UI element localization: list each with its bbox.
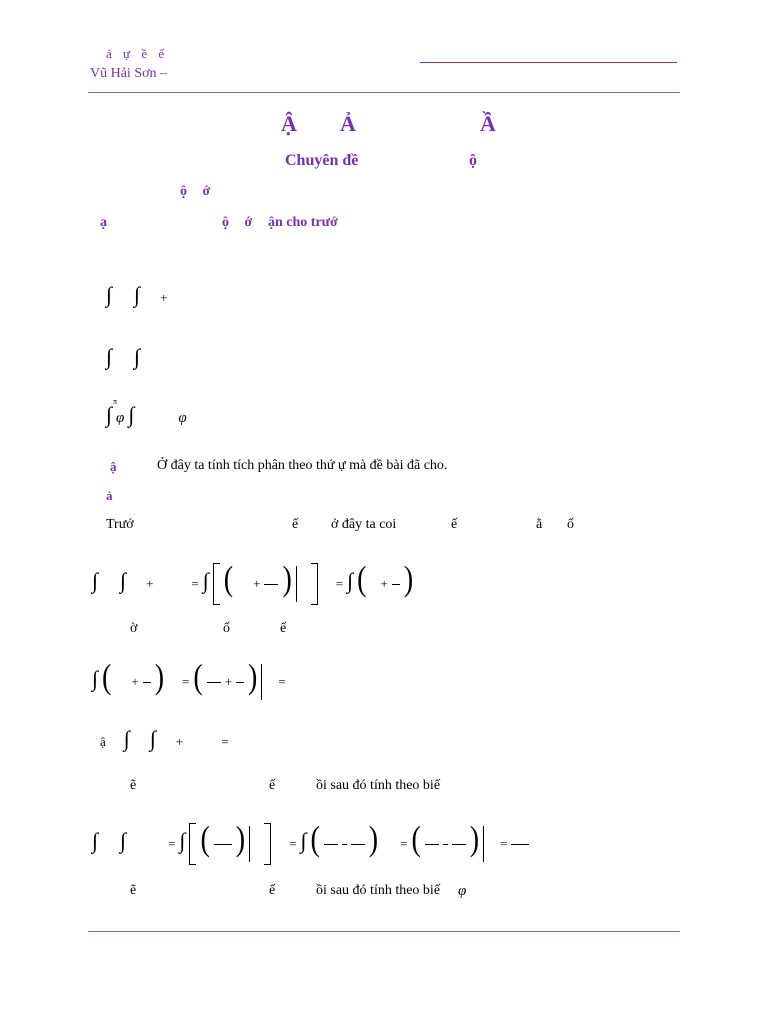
fraction-bar	[452, 844, 466, 845]
integral-symbol: ∫	[149, 726, 156, 751]
right-paren: )	[469, 820, 480, 859]
step1-word5: ằ	[536, 517, 543, 532]
problem-2	[106, 344, 140, 370]
integral-symbol: ∫	[134, 344, 141, 369]
header-line1: ả ự ề ế	[106, 46, 169, 61]
label-a: ả	[106, 488, 113, 503]
plus-sign: +	[160, 290, 168, 305]
equals-sign: =	[168, 836, 176, 851]
left-bracket	[189, 823, 196, 865]
equals-sign: =	[500, 836, 508, 851]
eval-bar	[249, 826, 250, 862]
left-paren: (	[193, 658, 203, 697]
integral-symbol: ∫	[92, 568, 99, 593]
left-paren: (	[102, 658, 112, 697]
fraction-bar	[236, 682, 244, 683]
integral-symbol: ∫	[128, 402, 135, 427]
step2-word3: ế	[280, 621, 287, 636]
step1-word4: ế	[451, 517, 458, 532]
step1-word6: ố	[567, 517, 574, 532]
integral-symbol: ∫	[92, 666, 99, 691]
equation-3	[92, 820, 529, 865]
equals-sign: =	[400, 836, 408, 851]
step3-word2: ế	[269, 778, 276, 793]
integral-symbol: ∫	[202, 568, 209, 593]
step1-word2: ế	[292, 517, 299, 532]
right-paren: )	[154, 658, 165, 697]
right-bracket	[264, 823, 271, 865]
left-paren: (	[310, 820, 320, 859]
step3-word1: ẽ	[130, 778, 137, 793]
topic-suffix: ộ	[469, 152, 477, 169]
title-part1: Ậ	[281, 111, 297, 136]
integral-symbol: ∫	[120, 568, 127, 593]
note-text: Ở đây ta tính tích phân theo thứ ự mà đề bài đã cho.	[157, 458, 448, 473]
equals-sign: =	[289, 836, 297, 851]
subsection-text: ận cho trướ	[268, 215, 338, 230]
right-paren: )	[368, 820, 379, 859]
equals-sign: =	[335, 576, 344, 591]
step2-word1: ờ	[130, 621, 138, 636]
plus-sign: +	[253, 576, 261, 591]
integral-symbol: ∫	[106, 282, 113, 307]
right-paren: )	[282, 560, 292, 599]
integral-symbol: ∫	[179, 828, 186, 853]
conclusion-prefix: ậ	[100, 734, 106, 749]
problem-1	[106, 282, 167, 308]
fraction-bar	[425, 844, 439, 845]
problem-3	[106, 402, 187, 428]
step1-word1: Trướ	[106, 517, 134, 532]
fraction-bar	[264, 584, 278, 585]
integral-symbol: ∫	[92, 828, 99, 853]
header-author: Vũ Hải Sơn –	[90, 66, 168, 81]
plus-sign: +	[224, 674, 233, 689]
integral-symbol: ∫	[134, 282, 141, 307]
integral-symbol: ∫	[120, 828, 127, 853]
right-paren: )	[248, 658, 258, 697]
top-divider	[88, 92, 680, 93]
note-label: ậ	[110, 459, 117, 474]
subsection-mid: ộ ớ	[222, 215, 259, 230]
integral-symbol: ∫	[106, 344, 113, 369]
step4-word2: ế	[269, 883, 276, 898]
left-paren: (	[200, 820, 210, 859]
equals-sign: =	[221, 734, 229, 749]
step2-word2: ố	[223, 621, 230, 636]
eval-bar	[261, 664, 262, 700]
limit-pi: π	[113, 397, 118, 406]
plus-sign: +	[175, 734, 184, 749]
left-paren: (	[357, 560, 367, 599]
fraction-bar	[351, 844, 365, 845]
fraction-bar	[342, 844, 347, 845]
step4-word1: ẽ	[130, 883, 137, 898]
phi-symbol: φ	[116, 410, 125, 426]
step1-word3: ở đây ta coi	[331, 517, 397, 532]
equals-sign: =	[182, 674, 190, 689]
bottom-divider	[88, 931, 680, 932]
equation-1	[92, 560, 413, 605]
integral-symbol: ∫	[106, 402, 113, 427]
fraction-bar	[207, 682, 221, 683]
step3-word3: ồi sau đó tính theo biế	[316, 778, 441, 793]
fraction-bar	[143, 682, 151, 683]
section-heading: ộ ớ	[180, 184, 217, 199]
fraction-bar	[214, 844, 232, 845]
header-rule	[420, 62, 677, 63]
integral-symbol: ∫	[300, 828, 307, 853]
phi-symbol: φ	[178, 410, 187, 426]
phi-symbol: φ	[458, 883, 467, 899]
subsection-prefix: ạ	[100, 215, 107, 230]
title-part2: Ả	[340, 111, 356, 136]
equals-sign: =	[278, 674, 286, 689]
right-bracket	[311, 563, 318, 605]
left-paren: (	[411, 820, 421, 859]
conclusion	[100, 726, 229, 752]
right-paren: )	[403, 560, 414, 599]
plus-sign: +	[131, 674, 139, 689]
fraction-bar	[511, 844, 529, 845]
integral-symbol: ∫	[347, 568, 354, 593]
step4-word3: ồi sau đó tính theo biế	[316, 883, 441, 898]
left-paren: (	[223, 560, 234, 599]
plus-sign: +	[380, 576, 388, 591]
fraction-bar	[443, 844, 448, 845]
eval-bar	[483, 826, 484, 862]
integral-symbol: ∫	[123, 726, 130, 751]
title-part3: Ầ	[480, 111, 496, 136]
fraction-bar	[324, 844, 338, 845]
fraction-bar	[392, 584, 400, 585]
equals-sign: =	[191, 576, 199, 591]
plus-sign: +	[146, 576, 154, 591]
right-paren: )	[235, 820, 246, 859]
equation-2	[92, 658, 286, 702]
left-bracket	[213, 563, 220, 605]
eval-bar	[296, 566, 297, 602]
topic-prefix: Chuyên đề	[285, 152, 359, 169]
